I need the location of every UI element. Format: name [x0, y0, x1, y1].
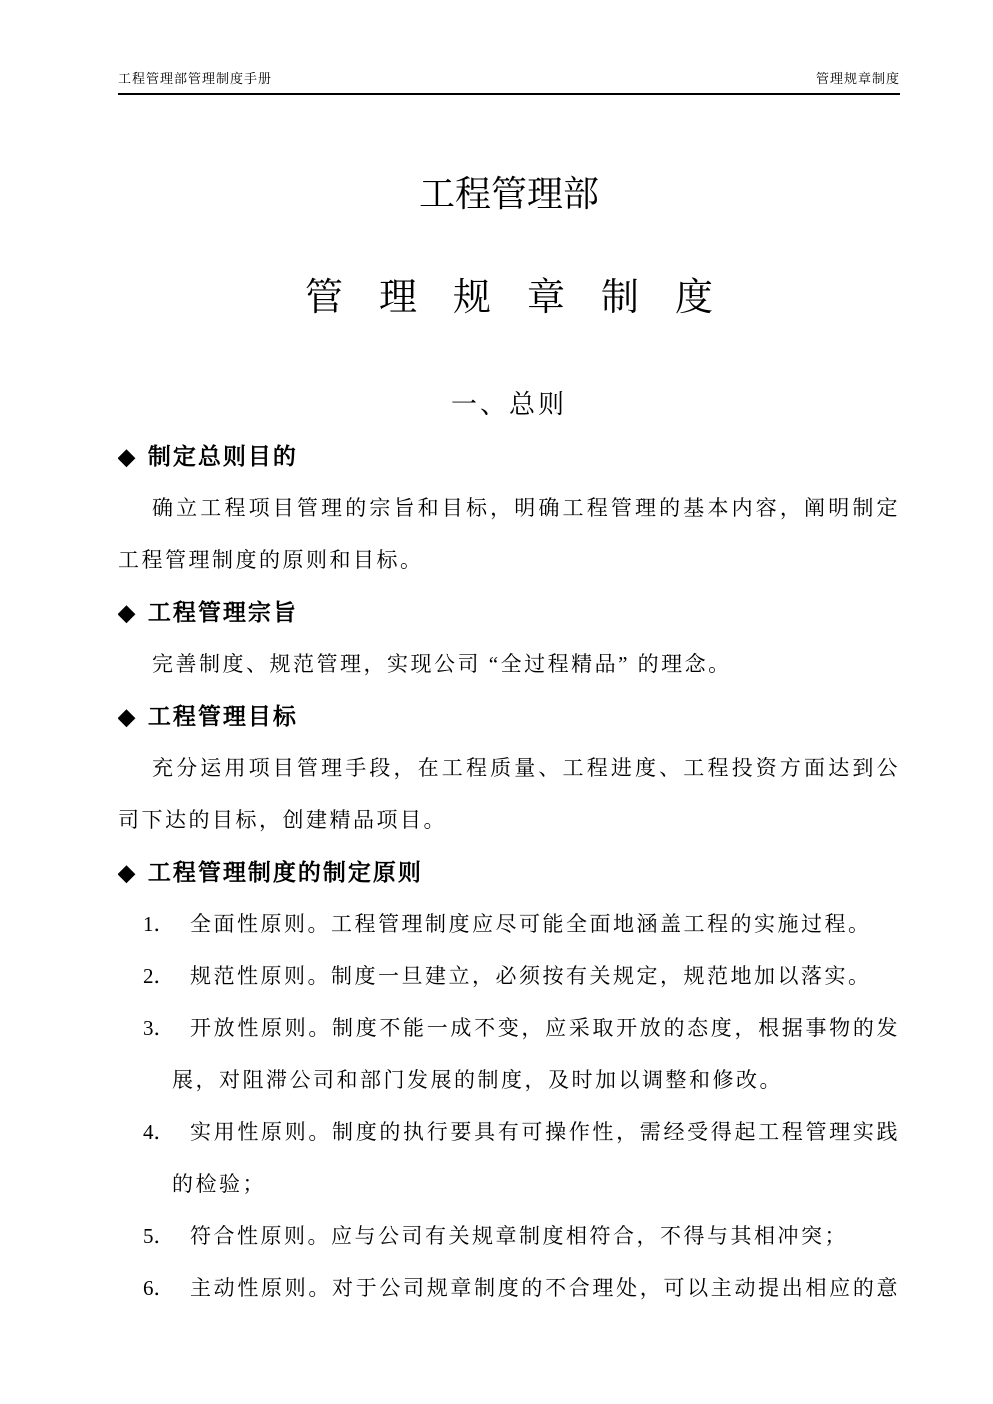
diamond-bullet-icon: ◆	[118, 600, 135, 625]
section-heading	[118, 586, 900, 638]
section-heading-text: 工程管理制度的制定原则	[147, 859, 423, 885]
header-left-text: 工程管理部管理制度手册	[118, 71, 273, 86]
list-item-number: 6．	[143, 1276, 175, 1300]
diamond-bullet-icon: ◆	[118, 860, 135, 885]
list-item-number: 1．	[143, 912, 175, 936]
list-item-text: 规范性原则。制度一旦建立，必须按有关规定，规范地加以落实。	[190, 964, 872, 988]
list-item-text: 实用性原则。制度的执行要具有可操作性，需经受得起工程管理实践	[190, 1120, 900, 1144]
section-title: 一、总则	[450, 389, 567, 419]
list-item	[118, 1262, 900, 1314]
document-title: 工程管理部	[418, 173, 599, 214]
list-item	[118, 898, 900, 950]
section-heading	[118, 690, 900, 742]
list-item	[118, 950, 900, 1002]
page-header	[118, 71, 900, 95]
list-item-text: 符合性原则。应与公司有关规章制度相符合，不得与其相冲突；	[190, 1224, 848, 1248]
section-heading-text: 工程管理宗旨	[147, 599, 298, 625]
list-item-text: 开放性原则。制度不能一成不变，应采取开放的态度，根据事物的发	[190, 1016, 900, 1040]
list-item-number: 4．	[143, 1120, 175, 1144]
section-heading	[118, 430, 900, 482]
diamond-bullet-icon: ◆	[118, 444, 135, 469]
paragraph-line: 充分运用项目管理手段，在工程质量、工程进度、工程投资方面达到公	[152, 756, 900, 780]
list-item-continuation: 展，对阻滞公司和部门发展的制度，及时加以调整和修改。	[172, 1068, 783, 1092]
section-heading	[118, 846, 900, 898]
document-subtitle: 管理规章制度	[304, 277, 749, 319]
list-item-number: 5．	[143, 1224, 175, 1248]
header-right-text: 管理规章制度	[815, 71, 900, 86]
paragraph-line: 确立工程项目管理的宗旨和目标，明确工程管理的基本内容，阐明制定	[152, 496, 900, 520]
section-heading-text: 制定总则目的	[147, 443, 298, 469]
list-item-number: 3．	[143, 1016, 175, 1040]
list-item	[118, 1210, 900, 1262]
list-item	[118, 1002, 900, 1054]
list-item	[118, 1106, 900, 1158]
paragraph-line: 工程管理制度的原则和目标。	[118, 548, 424, 572]
diamond-bullet-icon: ◆	[118, 704, 135, 729]
paragraph-line: 司下达的目标，创建精品项目。	[118, 808, 447, 832]
paragraph-line: 完善制度、规范管理，实现公司 “全过程精品” 的理念。	[152, 652, 732, 676]
list-item-text: 主动性原则。对于公司规章制度的不合理处，可以主动提出相应的意	[190, 1276, 900, 1300]
list-item-number: 2．	[143, 964, 175, 988]
section-heading-text: 工程管理目标	[147, 703, 298, 729]
list-item-continuation: 的检验；	[172, 1172, 266, 1196]
document-body	[118, 430, 900, 1314]
list-item-text: 全面性原则。工程管理制度应尽可能全面地涵盖工程的实施过程。	[190, 912, 872, 936]
